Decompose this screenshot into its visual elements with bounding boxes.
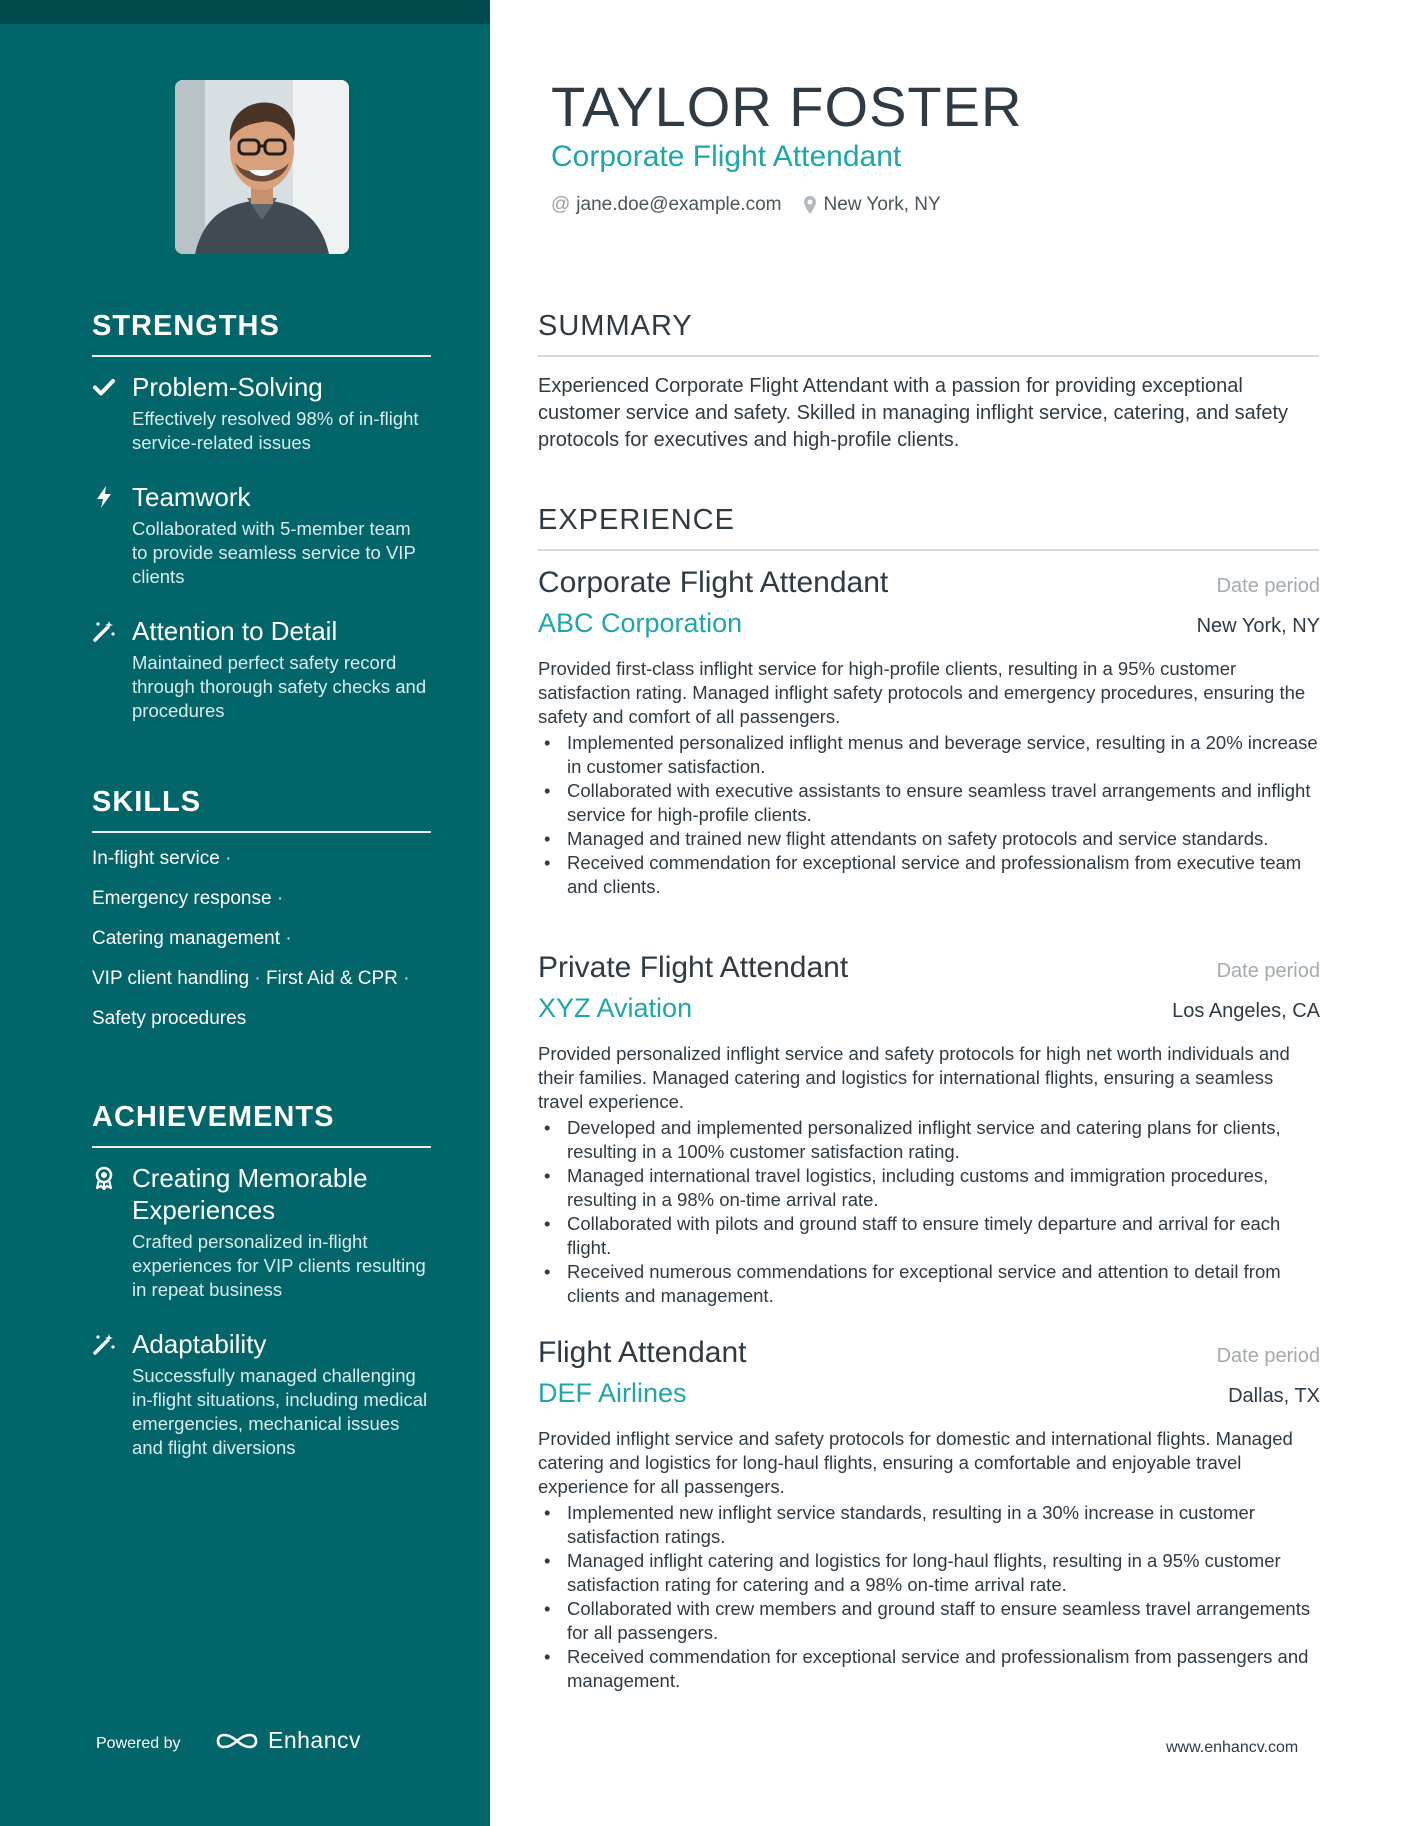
job-bullet: • Collaborated with crew members and ground staff to ensure seamless travel arrangements for all passengers.	[538, 1597, 1320, 1645]
job-description: Provided inflight service and safety protocols for domestic and international flights. Managed catering and logistics for long-haul flights, ensuring a comfortable and enjoyable travel experience for all passengers.	[538, 1428, 1293, 1497]
experience-heading: EXPERIENCE	[538, 504, 1319, 551]
skills-list	[92, 847, 431, 1031]
magic-wand-icon	[92, 619, 116, 643]
award-icon	[92, 1166, 116, 1190]
candidate-role: Corporate Flight Attendant	[551, 140, 902, 173]
job-bullet: • Received numerous commendations for exceptional service and attention to detail from clients and management.	[538, 1260, 1320, 1308]
job-company: DEF Airlines	[538, 1378, 687, 1408]
location-pin-icon	[803, 195, 817, 215]
website-link[interactable]: www.enhancv.com	[1166, 1739, 1299, 1756]
skill-separator: ·	[225, 848, 232, 869]
skill-line	[92, 967, 431, 991]
job-title: Private Flight Attendant	[538, 951, 849, 984]
profile-photo-illustration	[175, 80, 349, 254]
contact-info	[551, 194, 941, 216]
strength-title: Attention to Detail	[132, 616, 338, 646]
skill-tag: In-flight service	[92, 848, 220, 869]
job-bullet: • Managed international travel logistics, including customs and immigration procedures, resulting in a 98% on-time arrival rate.	[538, 1164, 1320, 1212]
skill-tag: VIP client handling	[92, 968, 250, 989]
job-company: XYZ Aviation	[538, 993, 693, 1023]
powered-by-label: Powered by	[96, 1735, 181, 1752]
skill-separator: ·	[285, 928, 292, 949]
job-bullets	[538, 1501, 1320, 1693]
strength-title: Problem-Solving	[132, 372, 323, 402]
job-location: Dallas, TX	[1228, 1385, 1320, 1407]
at-icon: @	[551, 194, 571, 215]
lightning-icon	[92, 485, 116, 509]
job-entry	[538, 951, 1320, 1308]
email-contact[interactable]	[551, 194, 781, 216]
job-bullet: • Implemented new inflight service standards, resulting in a 30% increase in customer satisfaction ratings.	[538, 1501, 1320, 1549]
location-contact	[803, 194, 940, 216]
skill-line	[92, 1007, 431, 1031]
job-title: Corporate Flight Attendant	[538, 566, 889, 599]
check-icon	[92, 375, 116, 399]
location-text: New York, NY	[823, 194, 941, 215]
magic-wand-icon	[92, 1332, 116, 1356]
strengths-section	[92, 310, 431, 723]
job-bullet: • Managed and trained new flight attendants on safety protocols and service standards.	[538, 827, 1320, 851]
skill-tag: Catering management	[92, 928, 280, 949]
job-location: Los Angeles, CA	[1172, 1000, 1320, 1022]
skill-tag: First Aid & CPR	[265, 968, 398, 989]
summary-text: Experienced Corporate Flight Attendant with a passion for providing exceptional customer service and safety. Skilled in managing inflight service, catering, and safety protocols for executives and high-profile clients.	[538, 375, 1288, 451]
skill-tag: Safety procedures	[92, 1008, 247, 1029]
job-bullet: • Managed inflight catering and logistics for long-haul flights, resulting in a 95% customer satisfaction rating for catering and a 98% on-time arrival rate.	[538, 1549, 1320, 1597]
achievement-item	[92, 1162, 431, 1302]
enhancv-logo[interactable]	[214, 1727, 361, 1754]
skill-separator: ·	[276, 888, 284, 909]
job-location: New York, NY	[1196, 615, 1320, 637]
job-date: Date period	[1216, 960, 1320, 982]
sidebar-top-bar	[0, 0, 490, 24]
achievements-section	[92, 1101, 431, 1460]
email-text: jane.doe@example.com	[576, 194, 782, 215]
job-bullet: • Collaborated with pilots and ground staff to ensure timely departure and arrival for each flight.	[538, 1212, 1320, 1260]
strength-title: Teamwork	[132, 482, 251, 512]
strength-description: Effectively resolved 98% of in-flight service-related issues	[132, 408, 419, 453]
strength-description: Collaborated with 5-member team to provide seamless service to VIP clients	[132, 518, 416, 587]
strengths-heading: STRENGTHS	[92, 310, 431, 357]
skill-line	[92, 847, 431, 871]
summary-heading: SUMMARY	[538, 310, 1319, 357]
achievement-description: Successfully managed challenging in-flight situations, including medical emergencies, mechanical issues and flight diversions	[132, 1365, 428, 1458]
strength-item	[92, 481, 431, 589]
strength-item	[92, 615, 431, 723]
enhancv-wordmark: Enhancv	[268, 1727, 362, 1753]
job-bullets	[538, 731, 1320, 899]
skills-heading: SKILLS	[92, 786, 431, 833]
job-description: Provided personalized inflight service and safety protocols for high net worth individuals and their families. Managed catering and logistics for international flights, ensuring a seamless travel experience.	[538, 1043, 1290, 1112]
skills-section	[92, 786, 431, 1047]
skill-separator: ·	[254, 968, 261, 989]
achievement-item	[92, 1328, 431, 1460]
achievement-description: Crafted personalized in-flight experiences for VIP clients resulting in repeat business	[132, 1231, 426, 1300]
job-bullets	[538, 1116, 1320, 1308]
sidebar	[0, 0, 490, 1826]
achievement-title: Adaptability	[132, 1329, 267, 1359]
job-bullet: • Developed and implemented personalized inflight service and catering plans for clients, resulting in a 100% customer satisfaction rating.	[538, 1116, 1320, 1164]
enhancv-logo-icon	[214, 1729, 260, 1753]
achievement-title: Creating Memorable Experiences	[132, 1163, 368, 1225]
job-bullet: • Received commendation for exceptional service and professionalism from executive team and clients.	[538, 851, 1320, 899]
job-date: Date period	[1216, 575, 1320, 597]
profile-photo	[175, 80, 349, 254]
strength-item	[92, 371, 431, 455]
job-entry	[538, 566, 1320, 899]
skill-separator: ·	[403, 968, 410, 989]
strength-description: Maintained perfect safety record through thorough safety checks and procedures	[132, 652, 427, 721]
job-date: Date period	[1216, 1345, 1320, 1367]
achievements-heading: ACHIEVEMENTS	[92, 1101, 431, 1148]
job-bullet: • Received commendation for exceptional service and professionalism from passengers and management.	[538, 1645, 1320, 1693]
skill-line	[92, 927, 431, 951]
candidate-name: TAYLOR FOSTER	[551, 75, 1023, 138]
job-description: Provided first-class inflight service for high-profile clients, resulting in a 95% customer satisfaction rating. Managed inflight safety protocols and emergency procedures, ensuring the safety and comfort of all passengers.	[538, 658, 1306, 727]
job-title: Flight Attendant	[538, 1336, 747, 1369]
job-bullet: • Implemented personalized inflight menus and beverage service, resulting in a 20% increase in customer satisfaction.	[538, 731, 1320, 779]
job-company: ABC Corporation	[538, 608, 743, 638]
job-bullet: • Collaborated with executive assistants to ensure seamless travel arrangements and inflight service for high-profile clients.	[538, 779, 1320, 827]
job-entry	[538, 1336, 1320, 1693]
skill-line	[92, 887, 431, 911]
skill-tag: Emergency response	[92, 888, 272, 909]
